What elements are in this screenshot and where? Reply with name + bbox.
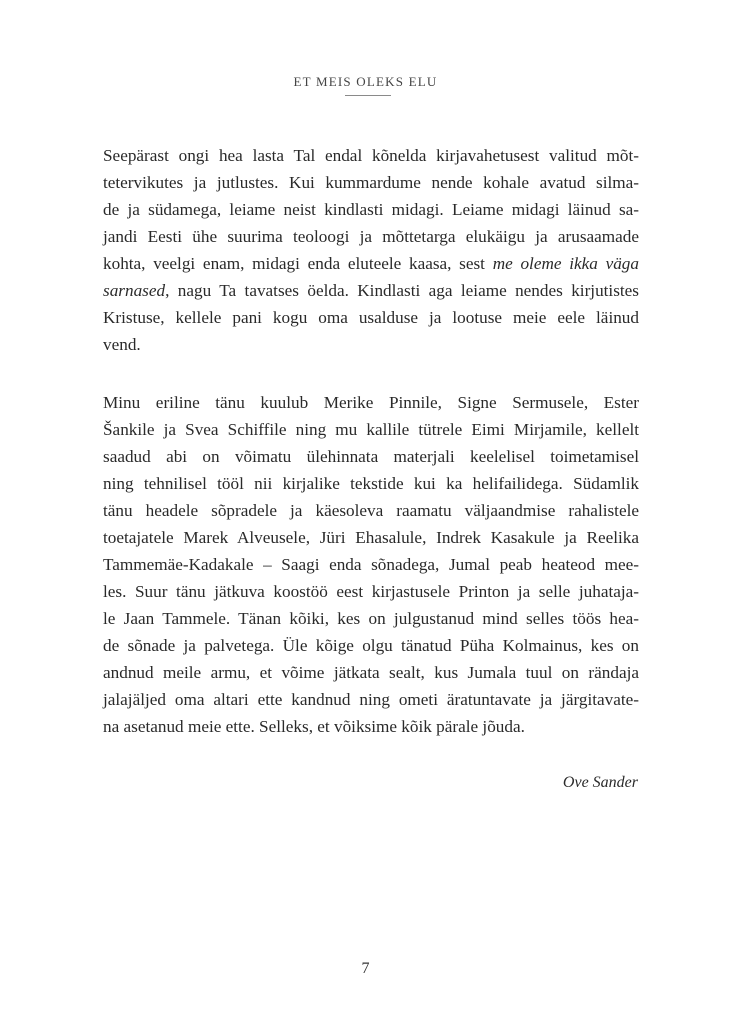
text-line: Seepärast ongi hea lasta Tal endal kõnelda kirjavahetusest valitud mõt- [103,146,639,165]
italic-run: me oleme ikka väga [492,254,639,273]
text-line: jandi Eesti ühe suurima teoloogi ja mõttetarga elukäigu ja arusaamade [103,227,639,246]
text-line: Šankile ja Svea Schiffile ning mu kallile tütrele Eimi Mirjamile, kellelt [103,420,639,439]
text-line: Tammemäe-Kadakale – Saagi enda sõnadega, Jumal peab heateod mee- [103,555,639,574]
text-line: Kristuse, kellele pani kogu oma usalduse ja lootuse meie eele läinud [103,308,639,327]
text-line: ning tehnilisel tööl nii kirjalike tekstide kui ka helifailidega. Südamlik [103,474,639,493]
running-head-rule [345,95,391,96]
text-line: le Jaan Tammele. Tänan kõiki, kes on julgustanud mind selles töös hea- [103,609,639,628]
text-line-mixed [103,277,639,304]
running-head: ET MEIS OLEKS ELU [293,74,438,89]
text-line: na asetanud meie ette. Selleks, et võiksime kõik pärale jõuda. [103,717,525,736]
paragraph-1 [103,142,639,358]
text-line: andnud meile armu, et võime jätkata sealt, kus Jumala tuul on rändaja [103,663,639,682]
text-line: jalajäljed oma altari ette kandnud ning ometi äratuntavate ja järgitavate- [103,690,639,709]
text-run: kohta, veelgi enam, midagi enda eluteele kaasa, sest [103,254,493,273]
text-line: vend. [103,335,141,354]
paragraph-2 [103,389,639,740]
page-number: 7 [361,960,370,977]
text-line: saadud abi on võimatu ülehinnata materjali keelelisel toimetamisel [103,447,639,466]
text-line: tetervikutes ja jutlustes. Kui kummardume nende kohale avatud silma- [103,173,639,192]
text-line: Minu eriline tänu kuulub Merike Pinnile, Signe Sermusele, Ester [103,393,639,412]
text-line: toetajatele Marek Alveusele, Jüri Ehasalule, Indrek Kasakule ja Reelika [103,528,639,547]
text-line: les. Suur tänu jätkuva koostöö eest kirjastusele Printon ja selle juhataja- [103,582,639,601]
text-line: tänu headele sõpradele ja käesoleva raamatu väljaandmise rahalistele [103,501,639,520]
text-line: de ja südamega, leiame neist kindlasti midagi. Leiame midagi läinud sa- [103,200,639,219]
italic-run: sarnased [103,281,166,300]
text-line-mixed [103,250,639,277]
text-run: , nagu Ta tavatses öelda. Kindlasti aga leiame nendes kirjutistes [165,281,639,300]
text-line: de sõnade ja palvetega. Üle kõige olgu tänatud Püha Kolmainus, kes on [103,636,639,655]
author-signature: Ove Sander [562,774,638,791]
